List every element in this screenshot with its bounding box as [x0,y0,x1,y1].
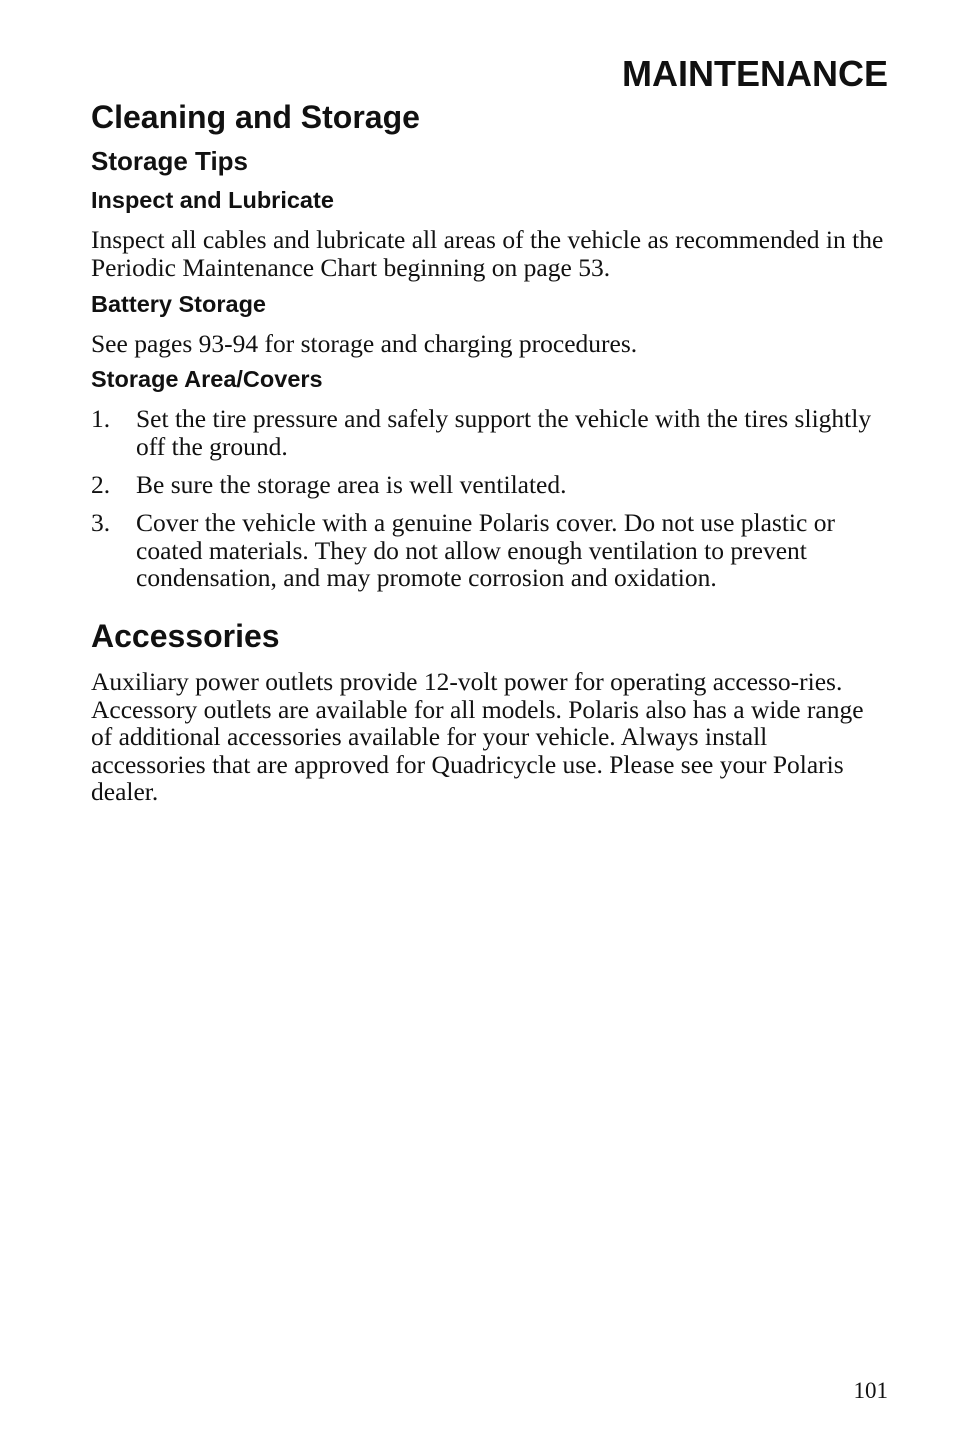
inspect-lubricate-heading: Inspect and Lubricate [91,187,334,213]
accessories-text: Auxiliary power outlets provide 12-volt power for operating accesso-ries. Accessory outlets are available for all models. Polaris also has a wide range of additional accessories available for your vehicle. Always install accessories that are approved for Quadricycle use. Please see your Polaris dealer. [91,667,864,806]
list-item-text: Set the tire pressure and safely support the vehicle with the tires slightly off the ground. [136,404,872,461]
storage-tips-heading: Storage Tips [91,146,249,176]
list-item-text: Be sure the storage area is well ventilated. [136,470,567,499]
list-item [91,405,888,460]
manual-page [91,0,888,1454]
list-item-number: 2. [91,470,111,499]
list-item-number: 3. [91,508,111,537]
list-item-number: 1. [91,404,111,433]
page-number: 101 [853,1378,888,1403]
inspect-lubricate-text: Inspect all cables and lubricate all areas of the vehicle as recommended in the Periodic Maintenance Chart beginning on page 53. [91,225,884,282]
list-item [91,471,888,499]
list-item [91,509,888,592]
battery-storage-text: See pages 93-94 for storage and charging procedures. [91,329,638,358]
battery-storage-heading: Battery Storage [91,291,266,317]
cleaning-storage-heading: Cleaning and Storage [91,99,420,135]
section-header: MAINTENANCE [622,53,888,94]
accessories-heading: Accessories [91,618,280,654]
list-item-text: Cover the vehicle with a genuine Polaris cover. Do not use plastic or coated materials. They do not allow enough ventilation to prevent condensation, and may promote corrosion and oxidation. [136,508,835,592]
storage-area-heading: Storage Area/Covers [91,366,323,392]
